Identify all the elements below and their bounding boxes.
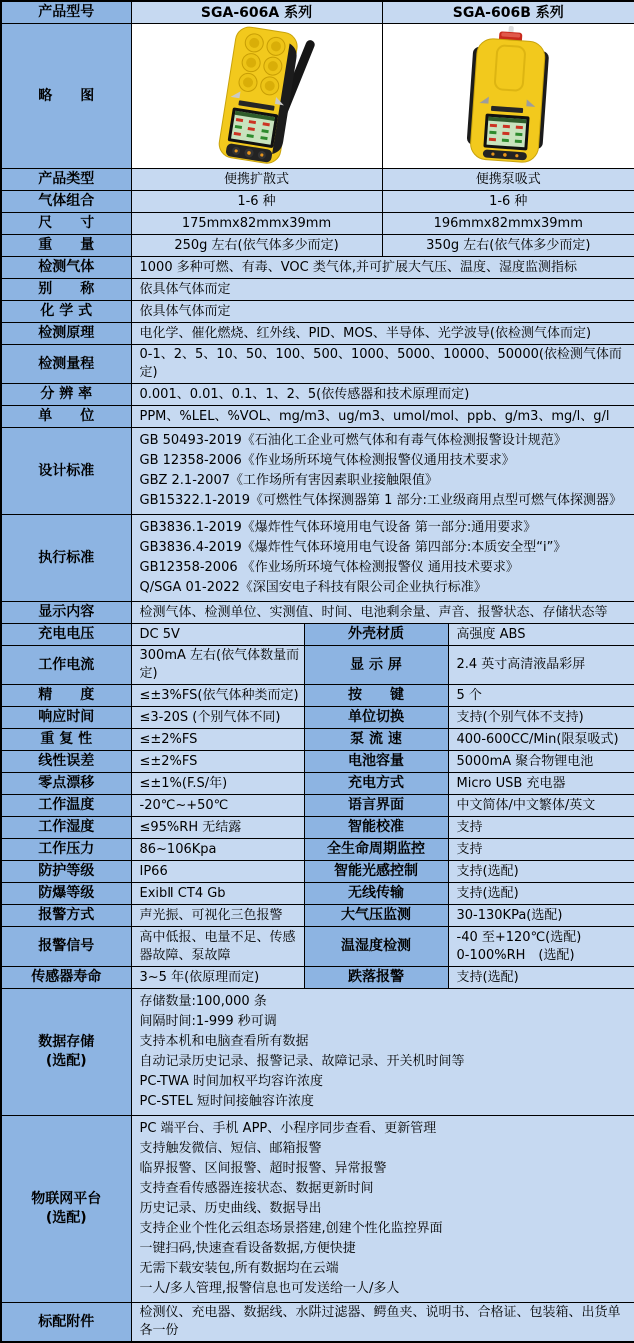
spec-value: -20℃~+50℃ [131,795,304,817]
spec-value: PPM、%LEL、%VOL、mg/m3、ug/m3、umol/mol、ppb、g/m3、mg/l、g/l [131,406,634,428]
spec-value-b: 便携泵吸式 [382,169,634,191]
spec-value-a: 250g 左右(依气体多少而定) [131,235,382,257]
table-row [1,905,634,927]
table-row [1,384,634,406]
spec-value: 支持(选配) [448,883,634,905]
spec-value: 5 个 [448,685,634,707]
spec-value: 支持(个别气体不支持) [448,707,634,729]
spec-value-a: 便携扩散式 [131,169,382,191]
table-row [1,323,634,345]
row-label: 显示内容 [1,602,131,624]
spec-value: ≤±1%(F.S/年) [131,773,304,795]
row-label-line: 物联网平台 [31,1191,102,1207]
spec-value: 检测仪、充电器、数据线、水阱过滤器、鳄鱼夹、说明书、合格证、包装箱、出货单各一份 [131,1303,634,1343]
row-label: 响应时间 [1,707,131,729]
table-row [1,1303,634,1343]
row-label: 产品类型 [1,169,131,191]
row-label: 零点漂移 [1,773,131,795]
feature-line: 临界报警、区间报警、超时报警、异常报警 [139,1161,387,1176]
table-row [1,24,634,169]
row-label: 工作湿度 [1,817,131,839]
row-label: 跌落报警 [304,967,448,989]
row-label: 工作温度 [1,795,131,817]
product-image-cell-b [382,24,634,169]
row-label: 温湿度检测 [304,927,448,967]
standard-line: GB3836.4-2019《爆炸性气体环境用电气设备 第四部分:本质安全型“i”》 [139,540,567,555]
sga-606b-device-photo [408,25,608,167]
row-label: 充电电压 [1,624,131,646]
row-label: 外壳材质 [304,624,448,646]
spec-value: 中文简体/中文繁体/英文 [448,795,634,817]
table-row [1,685,634,707]
spec-value: ≤95%RH 无结露 [131,817,304,839]
feature-line: 无需下载安装包,所有数据均在云端 [139,1261,339,1276]
feature-line: PC 端平台、手机 APP、小程序同步查看、更新管理 [139,1121,437,1136]
row-label: 全生命周期监控 [304,839,448,861]
row-label-line: (选配) [45,1210,87,1226]
row-label: 工作压力 [1,839,131,861]
table-row [1,967,634,989]
table-row [1,989,634,1116]
row-label: 检测气体 [1,257,131,279]
table-row [1,191,634,213]
spec-value: 支持 [448,817,634,839]
row-label: 泵 流 速 [304,729,448,751]
table-row [1,1,634,24]
table-row [1,602,634,624]
standard-line: GB3836.1-2019《爆炸性气体环境用电气设备 第一部分:通用要求》 [139,520,537,535]
table-row [1,861,634,883]
table-row [1,795,634,817]
table-row [1,883,634,905]
row-label: 线性误差 [1,751,131,773]
spec-value: 300mA 左右(依气体数量而定) [131,646,304,685]
spec-value: Micro USB 充电器 [448,773,634,795]
product-image-cell-a [131,24,382,169]
row-label: 标配附件 [1,1303,131,1343]
spec-value: 400-600CC/Min(限泵吸式) [448,729,634,751]
row-label: 分 辨 率 [1,384,131,406]
row-label: 报警方式 [1,905,131,927]
row-label: 语言界面 [304,795,448,817]
sga-606a-device-photo [157,25,357,167]
feature-line: 支持企业个性化云组态场景搭建,创建个性化监控界面 [139,1221,443,1236]
row-label: 单位切换 [304,707,448,729]
spec-value: 高中低报、电量不足、传感器故障、泵故障 [131,927,304,967]
row-label-iot [1,1116,131,1303]
spec-value: IP66 [131,861,304,883]
standard-line: GB 12358-2006《作业场所环境气体检测报警仪通用技术要求》 [139,453,515,468]
table-row [1,406,634,428]
row-label-storage [1,989,131,1116]
table-row [1,751,634,773]
spec-value: 0.001、0.01、0.1、1、2、5(依传感器和技术原理而定) [131,384,634,406]
row-label: 检测原理 [1,323,131,345]
table-row [1,428,634,515]
exec-standards-list [131,515,634,602]
table-row [1,646,634,685]
feature-line: 自动记录历史记录、报警记录、故障记录、开关机时间等 [139,1054,465,1069]
row-label: 显 示 屏 [304,646,448,685]
row-label: 化 学 式 [1,301,131,323]
spec-value: 支持(选配) [448,967,634,989]
standard-line: GB15322.1-2019《可燃性气体探测器第 1 部分:工业级商用点型可燃气体探测器》 [139,493,622,508]
spec-value: DC 5V [131,624,304,646]
spec-value: ≤±2%FS [131,751,304,773]
feature-line: 支持本机和电脑查看所有数据 [139,1034,309,1049]
row-label-line: (选配) [45,1053,87,1069]
spec-value: 依具体气体而定 [131,301,634,323]
table-row [1,279,634,301]
row-label: 无线传输 [304,883,448,905]
table-row [1,817,634,839]
row-label: 充电方式 [304,773,448,795]
spec-value: 电化学、催化燃烧、红外线、PID、MOS、半导体、光学波导(依检测气体而定) [131,323,634,345]
spec-value-b: 196mmx82mmx39mm [382,213,634,235]
row-label: 别 称 [1,279,131,301]
spec-value: 3~5 年(依原理而定) [131,967,304,989]
feature-line: 一键扫码,快速查看设备数据,方便快捷 [139,1241,356,1256]
row-label: 设计标准 [1,428,131,515]
table-row [1,257,634,279]
series-b-header: SGA-606B 系列 [382,1,634,24]
standard-line: GB 50493-2019《石油化工企业可燃气体和有毒气体检测报警设计规范》 [139,433,567,448]
row-label: 智能光感控制 [304,861,448,883]
table-row [1,927,634,967]
spec-value: ≤3-20S (个别气体不同) [131,707,304,729]
row-label: 检测量程 [1,345,131,384]
feature-line: 间隔时间:1-999 秒可调 [139,1014,277,1029]
row-label: 防护等级 [1,861,131,883]
spec-value: 声光振、可视化三色报警 [131,905,304,927]
row-label-model: 产品型号 [1,1,131,24]
row-label: 执行标准 [1,515,131,602]
spec-value: 支持 [448,839,634,861]
spec-value: 依具体气体而定 [131,279,634,301]
spec-value-line: -40 至+120℃(选配) [456,929,582,945]
table-row [1,1116,634,1303]
table-row [1,213,634,235]
spec-value: ≤±2%FS [131,729,304,751]
spec-value: 0-1、2、5、10、50、100、500、1000、5000、10000、50000(依检测气体而定) [131,345,634,384]
row-label: 单 位 [1,406,131,428]
row-label: 防爆等级 [1,883,131,905]
feature-line: PC-STEL 短时间接触容许浓度 [139,1094,314,1109]
storage-feature-list [131,989,634,1116]
table-row [1,839,634,861]
spec-value: 30-130KPa(选配) [448,905,634,927]
standard-line: GBZ 2.1-2007《工作场所有害因素职业接触限值》 [139,473,438,488]
feature-line: 存储数量:100,000 条 [139,994,267,1009]
spec-value: ExibⅡ CT4 Gb [131,883,304,905]
row-label: 智能校准 [304,817,448,839]
spec-value: 1000 多种可燃、有毒、VOC 类气体,并可扩展大气压、温度、湿度监测指标 [131,257,634,279]
spec-value: 支持(选配) [448,861,634,883]
row-label: 气体组合 [1,191,131,213]
spec-value: 5000mA 聚合物锂电池 [448,751,634,773]
spec-value: 检测气体、检测单位、实测值、时间、电池剩余量、声音、报警状态、存储状态等 [131,602,634,624]
row-label: 重 复 性 [1,729,131,751]
design-standards-list [131,428,634,515]
table-row [1,707,634,729]
spec-value [448,927,634,967]
table-row [1,515,634,602]
row-label: 工作电流 [1,646,131,685]
row-label-sketch: 略 图 [1,24,131,169]
feature-line: 支持查看传感器连接状态、数据更新时间 [139,1181,374,1196]
table-row [1,729,634,751]
feature-line: 历史记录、历史曲线、数据导出 [139,1201,322,1216]
row-label: 电池容量 [304,751,448,773]
iot-feature-list [131,1116,634,1303]
spec-value: 高强度 ABS [448,624,634,646]
row-label: 尺 寸 [1,213,131,235]
spec-value-b: 1-6 种 [382,191,634,213]
feature-line: 一人/多人管理,报警信息也可发送给一人/多人 [139,1281,400,1296]
table-row [1,301,634,323]
feature-line: 支持触发微信、短信、邮箱报警 [139,1141,322,1156]
row-label: 传感器寿命 [1,967,131,989]
feature-line: PC-TWA 时间加权平均容许浓度 [139,1074,324,1089]
table-row [1,773,634,795]
row-label: 重 量 [1,235,131,257]
table-row [1,235,634,257]
spec-value: 86~106Kpa [131,839,304,861]
table-row [1,169,634,191]
spec-value-line: 0-100%RH (选配) [456,947,575,963]
spec-value: 2.4 英寸高清液晶彩屏 [448,646,634,685]
standard-line: GB12358-2006 《作业场所环境气体检测报警仪 通用技术要求》 [139,560,519,575]
row-label: 报警信号 [1,927,131,967]
series-a-header: SGA-606A 系列 [131,1,382,24]
spec-value-a: 1-6 种 [131,191,382,213]
spec-value-b: 350g 左右(依气体多少而定) [382,235,634,257]
row-label-line: 数据存储 [38,1034,95,1050]
table-row [1,624,634,646]
row-label: 大气压监测 [304,905,448,927]
row-label: 按 键 [304,685,448,707]
table-row [1,345,634,384]
standard-line: Q/SGA 01-2022《深国安电子科技有限公司企业执行标准》 [139,580,487,595]
spec-value: ≤±3%FS(依气体种类而定) [131,685,304,707]
spec-value-a: 175mmx82mmx39mm [131,213,382,235]
row-label: 精 度 [1,685,131,707]
